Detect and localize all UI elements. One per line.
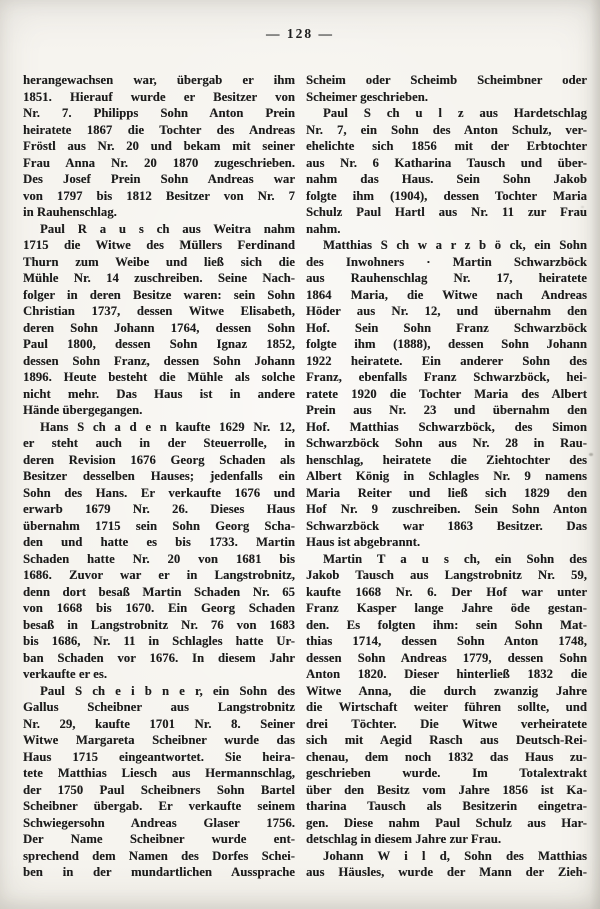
text-line: Jakob Tausch aus Langstrobnitz Nr. 59, (306, 568, 587, 582)
text-line: besaß in Langstrobnitz Nr. 76 von 1683 (23, 617, 295, 632)
text-line: herangewachsen war, übergab er ihm (23, 73, 295, 87)
text-line: Johann W i l d, Sohn des Matthias (323, 848, 587, 863)
text-line: detschlag in diesem Jahre zur Frau. (306, 832, 502, 846)
text-line: von 1797 bis 1812 Besitzer von Nr. 7 (23, 188, 295, 203)
text-line: Paul 1800, dessen Sohn Ignaz 1852, (23, 337, 295, 351)
text-line: drei Töchter. Die Witwe verheiratete (306, 716, 587, 731)
text-line: Hans S ch a d e n kaufte 1629 Nr. 12, (40, 419, 295, 434)
text-line: von 1668 bis 1670. Ein Georg Schaden (23, 601, 295, 615)
text-line: Gallus Scheibner aus Langstrobnitz (23, 700, 295, 714)
text-line: 1896. Heute besteht die Mühle als solche (23, 370, 295, 384)
text-line: Höder aus Nr. 12, und übernahm den (306, 304, 587, 318)
text-line: Witwe Margareta Scheibner wurde das (23, 733, 295, 747)
text-line: Haus ist abgebrannt. (306, 535, 421, 549)
text-line: kaufte 1668 Nr. 6. Der Hof war unter (306, 584, 587, 599)
text-line: Christian 1737, dessen Witwe Elisabeth, (23, 304, 295, 318)
text-line: Schwarzböck war 1863 Besitzer. Das (306, 518, 587, 533)
text-line: Frau Anna Nr. 20 1870 zugeschrieben. (23, 155, 295, 170)
text-line: folgte ihm (1904), dessen Tochter Maria (306, 188, 587, 203)
text-line: Martin T a u s ch, ein Sohn des (323, 551, 587, 566)
text-line: aus Rauhenschlag Nr. 17, heiratete (306, 271, 587, 285)
text-line: denn dort besaß Martin Schaden Nr. 65 (23, 584, 295, 599)
text-line: Nr. 29, kaufte 1701 Nr. 8. Seiner (23, 716, 295, 731)
text-columns (23, 72, 587, 881)
text-line: Witwe Anna, die durch zwanzig Jahre (306, 683, 587, 698)
text-line: Sohn des Hans. Er verkaufte 1676 und (23, 485, 295, 500)
text-line: sich mit Aegid Rasch aus Deutsch-Rei- (306, 733, 587, 747)
text-line: Paul S ch e i b n e r, ein Sohn des (40, 683, 295, 698)
text-line: geschrieben wurde. Im Totalextrakt (306, 766, 587, 780)
text-line: bis 1686, Nr. 11 in Schlagles hatte Ur- (23, 634, 295, 648)
text-line: nahm. (306, 221, 341, 236)
text-line: die Wirtschaft weiter führen sollte, und (306, 700, 587, 714)
text-line: Nr. 7. Philipps Sohn Anton Prein (23, 106, 295, 120)
text-line: Thurn zum Weibe und ließ sich die (23, 254, 295, 269)
text-line: erwarb 1679 Nr. 26. Dieses Haus (23, 502, 295, 516)
text-line: tete Matthias Liesch aus Hermannschlag, (23, 766, 295, 780)
text-line: Des Josef Prein Sohn Andreas war (23, 172, 295, 186)
text-line: folger in deren Besitze waren: sein Sohn (23, 287, 295, 302)
text-line: nahm das Haus. Sein Sohn Jakob (306, 172, 587, 186)
text-line: Scheimer geschrieben. (306, 89, 429, 104)
text-line: den und hatte es bis 1733. Martin (23, 535, 295, 549)
scan-artifact (589, 453, 593, 456)
text-line: Fröstl aus Nr. 20 und bekam mit seiner (23, 139, 295, 153)
text-line: Der Name Scheibner wurde ent- (23, 832, 295, 846)
text-line: Prein aus Nr. 23 und übernahm den (306, 403, 587, 417)
text-line: Schwarzböck Sohn aus Nr. 28 in Rau- (306, 436, 587, 450)
left-column (23, 72, 295, 881)
text-line: 1864 Maria, die Witwe nach Andreas (306, 287, 587, 302)
right-column (306, 72, 587, 881)
text-line: Schaden hatte Nr. 20 von 1681 bis (23, 551, 295, 566)
text-line: dessen Sohn Franz, dessen Sohn Johann (23, 353, 295, 368)
text-line: heiratete 1867 die Tochter des Andreas (23, 122, 295, 137)
text-line: 1715 die Witwe des Müllers Ferdinand (23, 238, 295, 252)
text-line: Franz, ebenfalls Franz Schwarzböck, hei- (306, 370, 587, 384)
text-line: gen. Diese nahm Paul Schulz aus Har- (306, 815, 587, 830)
text-line: 1851. Hierauf wurde er Besitzer von (23, 89, 295, 104)
text-line: henschlag, heiratete die Ziehtochter des (306, 452, 587, 467)
text-line: Paul R a u s ch aus Weitra nahm (40, 221, 295, 236)
text-line: Hände übergegangen. (23, 403, 143, 417)
text-line: übernahm 1715 sein Sohn Georg Scha- (23, 518, 295, 533)
text-line: deren Revision 1676 Georg Schaden als (23, 452, 295, 467)
text-line: Albert König in Schlagles Nr. 9 namens (306, 469, 587, 483)
text-line: des Inwohners · Martin Schwarzböck (306, 254, 587, 269)
text-line: Hof Nr. 9 zuschreiben. Sein Sohn Anton (306, 502, 587, 516)
text-line: Schulz Paul Hartl aus Nr. 11 zur Frau (306, 205, 587, 219)
text-line: Franz Kasper lange Jahre öde gestan- (306, 601, 587, 615)
text-line: Mühle Nr. 14 zuschreiben. Seine Nach- (23, 271, 295, 285)
text-line: ben in der mundartlichen Aussprache (23, 865, 295, 879)
text-line: 1922 heiratete. Ein anderer Sohn des (306, 353, 587, 368)
text-line: chenau, dem noch 1832 das Haus zu- (306, 749, 587, 764)
text-line: dessen Sohn Andreas 1779, dessen Sohn (306, 650, 587, 665)
text-line: Maria Reiter und ließ sich 1829 den (306, 485, 587, 500)
text-line: Besitzer desselben Hauses; jedenfalls ein (23, 469, 295, 483)
text-line: thias 1714, dessen Sohn Anton 1748, (306, 634, 587, 648)
text-line: deren Sohn Johann 1764, dessen Sohn (23, 320, 295, 335)
text-line: Hof. Matthias Schwarzböck, des Simon (306, 419, 587, 434)
text-line: Scheim oder Scheimb Scheimbner oder (306, 73, 587, 87)
text-line: Nr. 7, ein Sohn des Anton Schulz, ver- (306, 122, 587, 137)
text-line: der 1750 Paul Scheibners Sohn Bartel (23, 782, 295, 797)
page-number: — 128 — (266, 26, 334, 41)
text-line: aus Häusles, wurde der Mann der Zieh- (306, 865, 587, 879)
text-line: Haus 1715 eingeantwortet. Sie heira- (23, 749, 295, 764)
text-line: ratete 1920 die Tochter Maria des Albert (306, 386, 587, 401)
text-line: tharina Tausch als Besitzerin eingetra- (306, 799, 587, 813)
text-line: über den Besitz vom Jahre 1856 ist Ka- (306, 782, 587, 797)
text-line: aus Nr. 6 Katharina Tausch und über- (306, 155, 587, 170)
text-line: Scheibner übergab. Er verkaufte seinem (23, 799, 295, 813)
text-line: Matthias S ch w a r z b ö ck, ein Sohn (323, 238, 587, 252)
text-line: Hof. Sein Sohn Franz Schwarzböck (306, 320, 587, 335)
scan-artifact (581, 206, 584, 208)
text-line: Paul S ch u l z aus Hardetschlag (323, 106, 587, 120)
text-line: Anton 1820. Dieser hinterließ 1832 die (306, 667, 587, 681)
text-line: 1686. Zuvor war er in Langstrobnitz, (23, 568, 295, 582)
text-line: ban Schaden vor 1676. In diesem Jahr (23, 650, 295, 665)
text-line: ehelichte sich 1856 mit der Erbtochter (306, 139, 587, 153)
text-line: folgte ihm (1888), dessen Sohn Johann (306, 337, 587, 351)
text-line: in Rauhenschlag. (23, 205, 117, 219)
text-line: er steht auch in der Steuerrolle, in (23, 436, 295, 450)
text-line: sprechend dem Namen des Dorfes Schei- (23, 848, 295, 863)
text-line: Schwiegersohn Andreas Glaser 1756. (23, 815, 295, 830)
text-line: verkaufte er es. (23, 667, 108, 681)
text-line: nicht mehr. Das Haus ist in andere (23, 386, 295, 401)
text-line: den. Es folgten ihm: sein Sohn Mat- (306, 617, 587, 632)
